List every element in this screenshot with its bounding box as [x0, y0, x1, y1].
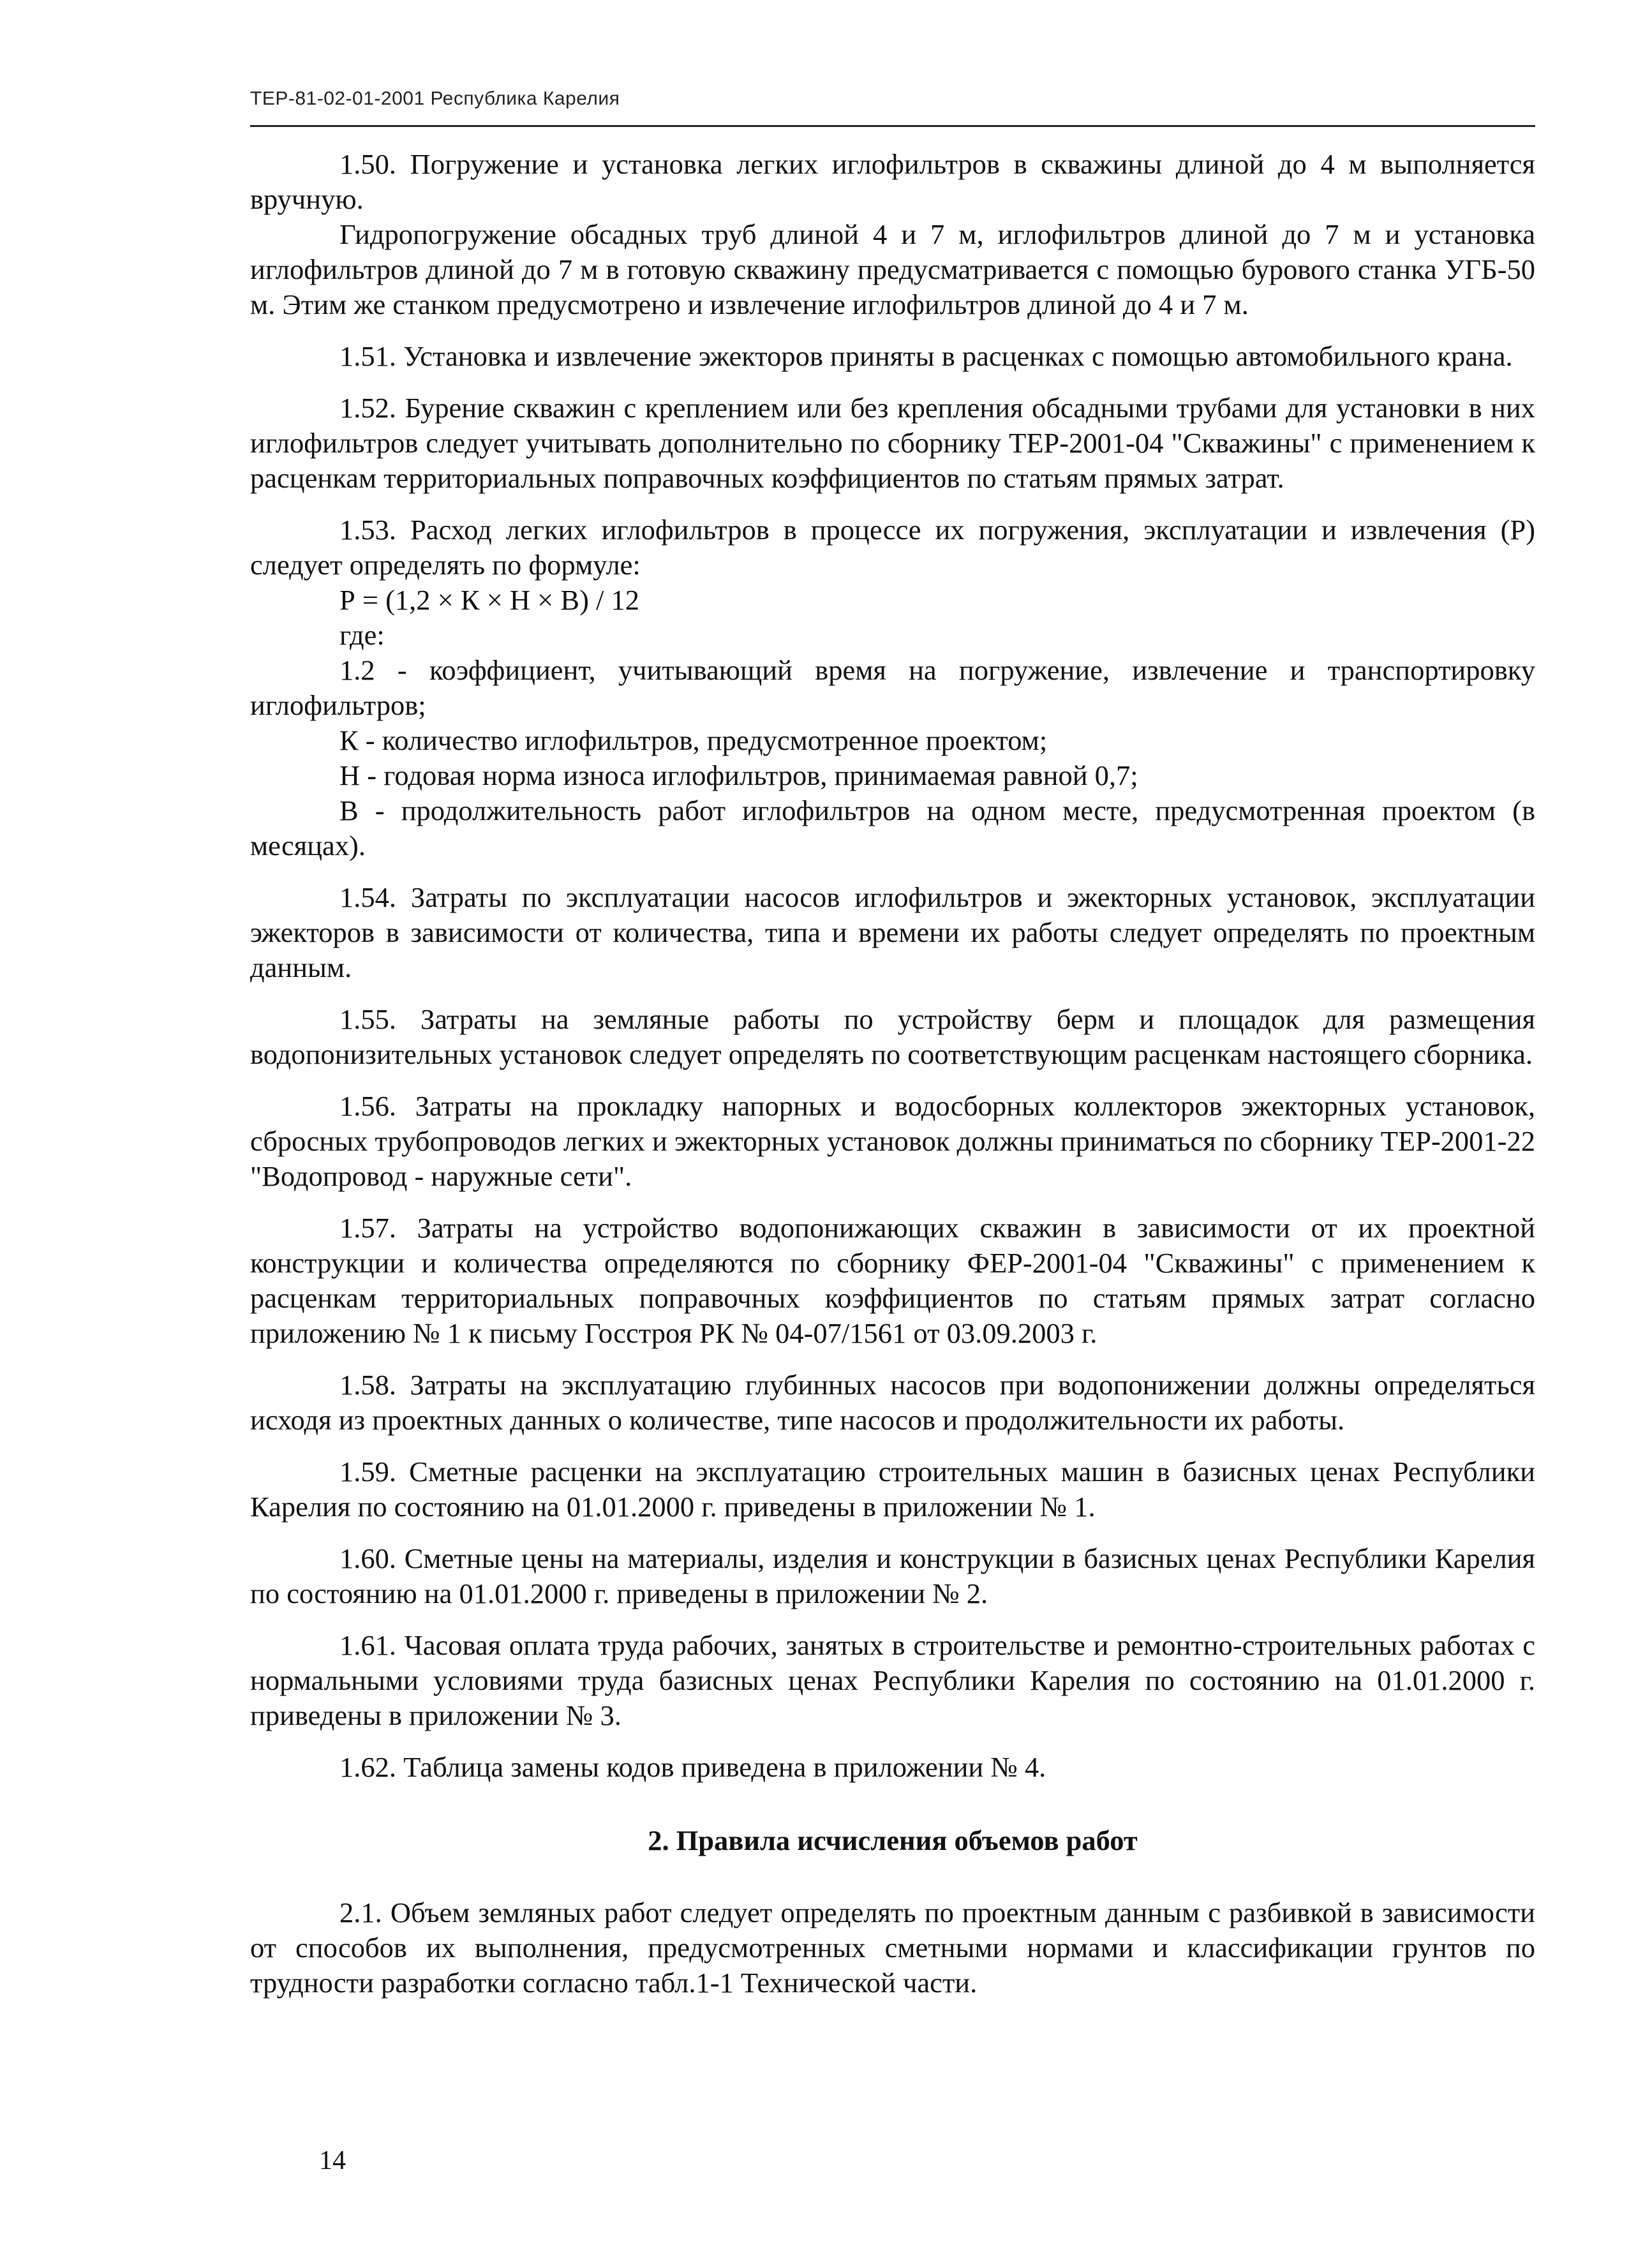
page-body — [250, 147, 1535, 2001]
paragraph-1-59: 1.59. Сметные расценки на эксплуатацию строительных машин в базисных ценах Республики Карелия по состоянию на 01.01.2000 г. приведены в приложении № 1. — [250, 1456, 1535, 1523]
paragraph-1-62: 1.62. Таблица замены кодов приведена в приложении № 4. — [339, 1751, 1046, 1783]
header-rule — [250, 125, 1535, 127]
formula-where: где: — [339, 619, 385, 651]
definition-b: В - продолжительность работ иглофильтров на одном месте, предусмотренная проектом (в месяцах). — [250, 794, 1535, 861]
paragraph-1-58: 1.58. Затраты на эксплуатацию глубинных насосов при водопонижении должны определяться исходя из проектных данных о количестве, типе насосов и продолжительности их работы. — [250, 1369, 1535, 1436]
paragraph-1-56: 1.56. Затраты на прокладку напорных и водосборных коллекторов эжекторных установок, сбросных трубопроводов легких и эжекторных установок должны приниматься по сборнику ТЕР-2001-22 "Водопровод - наружные сети". — [250, 1090, 1535, 1192]
paragraph-2-1: 2.1. Объем земляных работ следует определять по проектным данным с разбивкой в зависимости от способов их выполнения, предусмотренных сметными нормами и классификации грунтов по трудности разработки согласно табл.1-1 Технической части. — [250, 1897, 1535, 1999]
paragraph-1-57: 1.57. Затраты на устройство водопонижающих скважин в зависимости от их проектной конструкции и количества определяются по сборнику ФЕР-2001-04 "Скважины" с применением к расценкам территориальных поправочных коэффициентов по статьям прямых затрат согласно приложению № 1 к письму Госстроя РК № 04-07/1561 от 03.09.2003 г. — [250, 1212, 1535, 1349]
paragraph-1-53: 1.53. Расход легких иглофильтров в процессе их погружения, эксплуатации и извлечения (Р) следует определять по формуле: — [250, 514, 1535, 581]
definition-h: Н - годовая норма износа иглофильтров, принимаемая равной 0,7; — [339, 759, 1138, 791]
running-header: ТЕР-81-02-01-2001 Республика Карелия — [250, 88, 620, 109]
paragraph-1-50-continued: Гидропогружение обсадных труб длиной 4 и 7 м, иглофильтров длиной до 7 м и установка иглофильтров длиной до 7 м в готовую скважину предусматривается с помощью бурового станка УГБ-50 м. Этим же станком предусмотрено и извлечение иглофильтров длиной до 4 и 7 м. — [250, 218, 1535, 320]
paragraph-1-52: 1.52. Бурение скважин с креплением или без крепления обсадными трубами для установки в них иглофильтров следует учитывать дополнительно по сборнику ТЕР-2001-04 "Скважины" с применением к расценкам территориальных поправочных коэффициентов по статьям прямых затрат. — [250, 392, 1535, 494]
definition-k: К - количество иглофильтров, предусмотренное проектом; — [339, 724, 1048, 756]
paragraph-1-55: 1.55. Затраты на земляные работы по устройству берм и площадок для размещения водопонизительных установок следует определять по соответствующим расценкам настоящего сборника. — [250, 1003, 1535, 1070]
paragraph-1-51: 1.51. Установка и извлечение эжекторов приняты в расценках с помощью автомобильного крана. — [339, 340, 1513, 372]
definition-coefficient: 1.2 - коэффициент, учитывающий время на погружение, извлечение и транспортировку иглофильтров; — [250, 654, 1535, 721]
paragraph-1-60: 1.60. Сметные цены на материалы, изделия и конструкции в базисных ценах Республики Карелия по состоянию на 01.01.2000 г. приведены в приложении № 2. — [250, 1542, 1535, 1609]
paragraph-1-61: 1.61. Часовая оплата труда рабочих, занятых в строительстве и ремонтно-строительных работах с нормальными условиями труда базисных ценах Республики Карелия по состоянию на 01.01.2000 г. приведены в приложении № 3. — [250, 1629, 1535, 1731]
paragraph-1-54: 1.54. Затраты по эксплуатации насосов иглофильтров и эжекторных установок, эксплуатации эжекторов в зависимости от количества, типа и времени их работы следует определять по проектным данным. — [250, 881, 1535, 983]
paragraph-1-50: 1.50. Погружение и установка легких иглофильтров в скважины длиной до 4 м выполняется вручную. — [250, 148, 1535, 215]
formula: Р = (1,2 × К × Н × В) / 12 — [339, 584, 640, 616]
section-heading: 2. Правила исчисления объемов работ — [648, 1824, 1138, 1856]
page-number: 14 — [319, 2146, 346, 2175]
